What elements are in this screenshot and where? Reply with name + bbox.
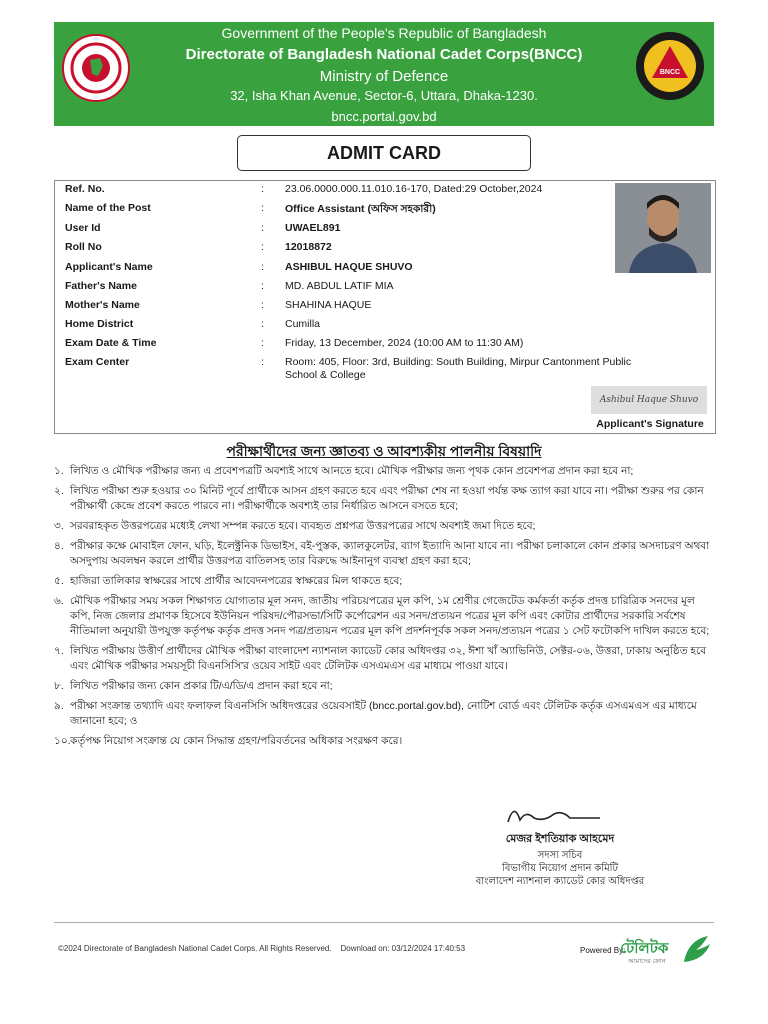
info-value: Friday, 13 December, 2024 (10:00 AM to 11:30 AM) [285, 337, 524, 349]
footer-divider [54, 922, 714, 923]
info-label: Name of the Post [65, 202, 151, 214]
info-label: Applicant's Name [65, 261, 153, 273]
info-label: Home District [65, 318, 134, 330]
header-address: 32, Isha Khan Avenue, Sector-6, Uttara, Dhaka-1230. [230, 88, 538, 103]
header-ministry: Ministry of Defence [319, 68, 449, 85]
info-value: Cumilla [285, 318, 321, 330]
powered-by [580, 932, 720, 972]
instructions-list [54, 464, 714, 754]
info-label: Mother's Name [65, 299, 140, 311]
teletalk-tagline: আমাদের ফোন [628, 958, 666, 965]
authority-organization: বাংলাদেশ ন্যাশনাল ক্যাডেট কোর অধিদপ্তর [475, 876, 645, 887]
info-label: Ref. No. [65, 183, 105, 195]
applicant-signature-text: Ashibul Haque Shuvo [599, 395, 699, 405]
instructions-title: পরীক্ষার্থীদের জন্য জ্ঞাতব্য ও আবশ্যকীয় পালনীয় বিষয়াদি [226, 443, 542, 459]
instruction-item: ১০. কর্তৃপক্ষ নিয়োগ সংক্রান্ত যে কোন সিদ্ধান্ত গ্রহণ/পরিবর্তনের অধিকার সংরক্ষণ করে। [54, 735, 403, 747]
authority-signature-block [430, 800, 690, 888]
instruction-item: ৯. পরীক্ষা সংক্রান্ত তথ্যাদি এবং ফলাফল বিএনসিসি অধিদপ্তরের ওয়েবসাইট (bncc.portal.gov.bd), নোটিশ বোর্ড এবং টেলিটক কর্তৃক এসএমএস এর মাধ্যমে জানানো হবে; ও [54, 700, 697, 727]
info-value: 12018872 [285, 241, 332, 253]
instruction-item: ৬. মৌখিক পরীক্ষার সময় সকল শিক্ষাগত যোগ্যতার মূল সনদ, জাতীয় পরিচয়পত্রের মূল কপি, ১ম শ্রেণীর গেজেটেড কর্মকর্তা কর্তৃক প্রদত্ত চারিত্রিক সনদের মূল কপি, নিজ জেলার প্রমাণক হিসেবে ইউনিয়ন পরিষদ/পৌরসভা/সিটি কর্পোরেশন এর সনদ/প্রত্যয়ন পত্রের মূল কপি এবং কোটার প্রার্থীদের সরকারি সর্বশেষ নীতিমালা অনুযায়ী উপযুক্ত কর্তৃপক্ষ কর্তৃক প্রদত্ত সনদ পত্র/প্রত্যয়ন পত্রের মূল কপি প্রদর্শনপূর্বক সকল সনদ/প্রত্যয়ন পত্রের ১ সেট ফটোকপি দাখিল করতে হবে; [54, 595, 710, 637]
teletalk-logo-text: টেলিটক [620, 940, 669, 957]
copyright-text: ©2024 Directorate of Bangladesh National Cadet Corps. All Rights Reserved. [58, 944, 332, 953]
powered-by-label: Powered By: [580, 946, 626, 955]
info-value: UWAEL891 [285, 222, 341, 234]
applicant-signature-image [591, 386, 707, 414]
applicant-info-table: Ref. No. : 23.06.0000.000.11.010.16-170, Dated:29 October,2024 Name of the Post : Office Assistant (অফিস সহকারী) User Id : UWAEL891 Roll No : 12018872 Applicant's Name : ASHIBUL HAQUE SHUVO Father's Name : MD. ABDUL LATIF MIA Mother's Name : SHAHINA HAQUE Home District : Cumilla Exam Date & Time : Friday, 13 December, 2024 (10:00 AM to 11:30 AM) Exam Center : Room: 405, Floor: 3rd, Building: South Building, Mirpur Cantonment Public School & College Ashibul Haque Shuvo Applicant's Signature [54, 180, 716, 434]
info-value: MD. ABDUL LATIF MIA [285, 280, 394, 292]
bncc-logo-icon [634, 30, 706, 102]
applicant-signature-caption: Applicant's Signature [596, 418, 704, 430]
header-directorate: Directorate of Bangladesh National Cadet Corps(BNCC) [185, 46, 583, 63]
instruction-item: ৩. সরবরাহকৃত উত্তরপত্রের মধ্যেই লেখা সম্পন্ন করতে হবে। ব্যবহৃত প্রশ্নপত্র উত্তরপত্রের সাথে অবশ্যই জমা দিতে হবে; [54, 520, 536, 532]
instruction-item: ৭. লিখিত পরীক্ষায় উত্তীর্ণ প্রার্থীদের মৌখিক পরীক্ষা বাংলাদেশ ন্যাশনাল ক্যাডেট কোর অধিদপ্তর ৩২, ঈশা খাঁ অ্যাভিনিউ, সেক্টর-০৬, উত্তরা, ঢাকায় অনুষ্ঠিত হবে এবং মৌখিক পরীক্ষার সময়সূচী বিএনসিসি'র ওয়েব সাইট এবং টেলিটক এসএমএস এর মাধ্যমে পাওয়া যাবে। [54, 645, 707, 672]
instruction-item: ২. লিখিত পরীক্ষা শুরু হওয়ার ৩০ মিনিট পূর্বে প্রার্থীকে আসন গ্রহণ করতে হবে এবং পরীক্ষা শেষ না হওয়া পর্যন্ত কক্ষ ত্যাগ করা যাবে না। পরীক্ষা শুরুর পর কোন পরীক্ষার্থী কেন্দ্রে প্রবেশ করতে পারবে না। পরীক্ষার্থীকে অবশ্যই তার নির্ধারিত আসনে বসতে হবে; [54, 485, 704, 512]
admit-card-title: ADMIT CARD [237, 135, 531, 171]
header-banner [54, 22, 714, 126]
instruction-item: ১. লিখিত ও মৌখিক পরীক্ষার জন্য এ প্রবেশপত্রটি অবশ্যই সাথে আনতে হবে। মৌখিক পরীক্ষার জন্য পৃথক কোন প্রবেশপত্র প্রদান করা হবে না; [54, 465, 634, 477]
authority-committee: বিভাগীয় নিয়োগ প্রদান কমিটি [502, 863, 618, 874]
header-gov-line: Government of the People's Republic of Bangladesh [221, 25, 547, 41]
info-label: Exam Date & Time [65, 337, 157, 349]
info-value: Office Assistant (অফিস সহকারী) [285, 203, 436, 215]
info-value: SHAHINA HAQUE [285, 299, 372, 311]
info-label: User Id [65, 222, 101, 234]
instruction-item: ৪. পরীক্ষার কক্ষে মোবাইল ফোন, ঘড়ি, ইলেক্ট্রনিক ডিভাইস, বই-পুস্তক, ক্যালকুলেটর, ব্যাগ ইত্যাদি আনা যাবে না। পরীক্ষা চলাকালে কোন প্রকার অসদাচরণ অথবা অসদুপায় অবলম্বন করলে প্রার্থীর উত্তরপত্র বাতিলসহ তার বিরুদ্ধে আইনানুগ ব্যবস্থা গ্রহণ করা হবে; [54, 540, 710, 567]
info-value: Room: 405, Floor: 3rd, Building: South Building, Mirpur Cantonment Public School & College [285, 356, 632, 381]
authority-title: সদস্য সচিব [537, 850, 583, 861]
bncc-logo-text: BNCC [659, 69, 681, 76]
authority-signature-mark [430, 800, 690, 830]
header-website: bncc.portal.gov.bd [331, 109, 437, 124]
info-label: Roll No [65, 241, 102, 253]
applicant-photo [615, 183, 711, 273]
authority-name: মেজর ইশতিয়াক আহমেদ [505, 833, 615, 845]
info-value: ASHIBUL HAQUE SHUVO [285, 261, 413, 273]
info-label: Father's Name [65, 280, 137, 292]
instruction-item: ৫. হাজিরা তালিকার স্বাক্ষরের সাথে প্রার্থীর আবেদনপত্রের স্বাক্ষরের মিল থাকতে হবে; [54, 575, 403, 587]
teletalk-leaf-icon [680, 932, 712, 968]
info-value: 23.06.0000.000.11.010.16-170, Dated:29 October,2024 [285, 183, 543, 195]
footer-text [58, 944, 465, 953]
instruction-item: ৮. লিখিত পরীক্ষার জন্য কোন প্রকার টি/এ/ডি/এ প্রদান করা হবে না; [54, 680, 333, 692]
download-timestamp: Download on: 03/12/2024 17:40:53 [340, 944, 466, 953]
info-label: Exam Center [65, 356, 130, 368]
